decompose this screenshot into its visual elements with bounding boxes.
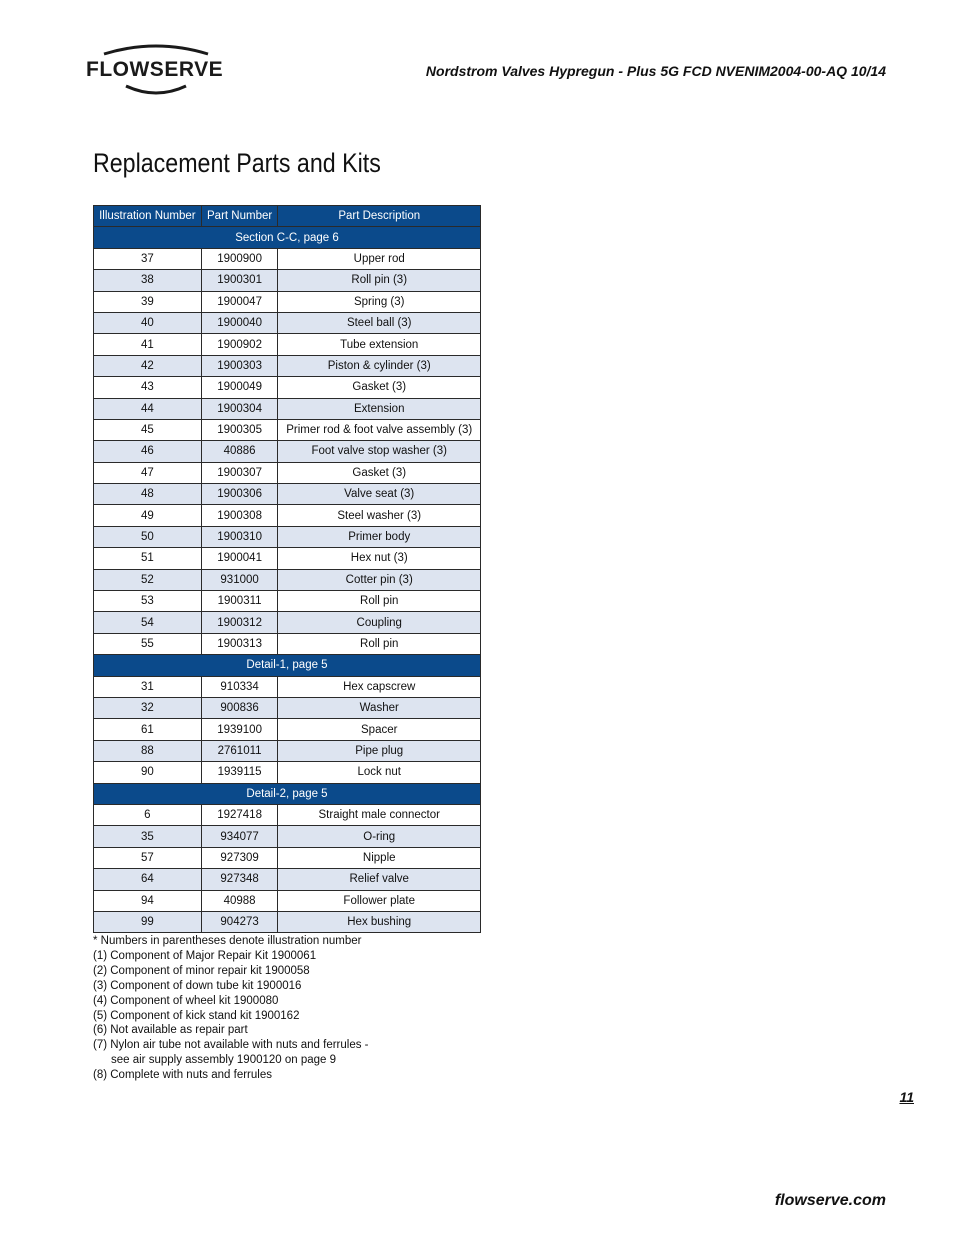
footnote-line: (7) Nylon air tube not available with nuts and ferrules -	[93, 1039, 369, 1052]
illustration-number-cell: 54	[94, 612, 202, 633]
table-row	[94, 462, 481, 483]
table-row	[94, 569, 481, 590]
table-row	[94, 548, 481, 569]
footnote-line: (2) Component of minor repair kit 1900058	[93, 964, 310, 977]
illustration-number-cell: 6	[94, 804, 202, 825]
part-description-cell: Piston & cylinder (3)	[278, 355, 481, 376]
part-description-cell: Extension	[278, 398, 481, 419]
illustration-number-cell: 99	[94, 911, 202, 932]
table-row	[94, 334, 481, 355]
part-number-cell: 40988	[201, 890, 278, 911]
part-number-cell: 1900305	[201, 419, 278, 440]
part-number-cell: 931000	[201, 569, 278, 590]
part-description-cell: Roll pin (3)	[278, 270, 481, 291]
part-description-cell: Spacer	[278, 719, 481, 740]
part-description-cell: Washer	[278, 697, 481, 718]
part-number-cell: 1900313	[201, 633, 278, 654]
logo-wordmark: FLOWSERVE	[86, 58, 224, 81]
table-row	[94, 911, 481, 932]
part-number-cell: 1900304	[201, 398, 278, 419]
part-number-cell: 1900312	[201, 612, 278, 633]
part-description-cell: Pipe plug	[278, 740, 481, 761]
part-description-cell: Valve seat (3)	[278, 484, 481, 505]
section-title: Detail-2, page 5	[94, 783, 481, 804]
illustration-number-cell: 45	[94, 419, 202, 440]
illustration-number-cell: 40	[94, 312, 202, 333]
part-number-cell: 1939100	[201, 719, 278, 740]
table-row	[94, 484, 481, 505]
part-description-cell: Straight male connector	[278, 804, 481, 825]
footnote-line: (5) Component of kick stand kit 1900162	[93, 1009, 300, 1022]
footnote-line: see air supply assembly 1900120 on page 9	[111, 1054, 337, 1067]
part-number-cell: 927348	[201, 869, 278, 890]
table-row	[94, 762, 481, 783]
column-header: Part Description	[278, 206, 481, 227]
part-number-cell: 40886	[201, 441, 278, 462]
table-row	[94, 248, 481, 269]
illustration-number-cell: 49	[94, 505, 202, 526]
part-description-cell: Lock nut	[278, 762, 481, 783]
table-row	[94, 270, 481, 291]
part-description-cell: Tube extension	[278, 334, 481, 355]
footnotes	[93, 934, 369, 1083]
table-row	[94, 441, 481, 462]
table-row	[94, 377, 481, 398]
table-row	[94, 291, 481, 312]
illustration-number-cell: 94	[94, 890, 202, 911]
part-number-cell: 1900310	[201, 526, 278, 547]
illustration-number-cell: 48	[94, 484, 202, 505]
table-row	[94, 505, 481, 526]
table-row	[94, 697, 481, 718]
part-description-cell: Gasket (3)	[278, 377, 481, 398]
footnote-line: (4) Component of wheel kit 1900080	[93, 994, 279, 1007]
table-row	[94, 826, 481, 847]
part-description-cell: Spring (3)	[278, 291, 481, 312]
part-number-cell: 1900308	[201, 505, 278, 526]
page-number: 11	[899, 1089, 914, 1105]
part-number-cell: 1900301	[201, 270, 278, 291]
part-number-cell: 1900303	[201, 355, 278, 376]
illustration-number-cell: 42	[94, 355, 202, 376]
illustration-number-cell: 90	[94, 762, 202, 783]
part-description-cell: O-ring	[278, 826, 481, 847]
document-header-title: Nordstrom Valves Hypregun - Plus 5G FCD NVENIM2004-00-AQ 10/14	[425, 63, 886, 79]
part-number-cell: 1939115	[201, 762, 278, 783]
illustration-number-cell: 53	[94, 591, 202, 612]
part-description-cell: Follower plate	[278, 890, 481, 911]
parts-table	[93, 205, 481, 933]
footnote-line: (6) Not available as repair part	[93, 1024, 248, 1037]
table-row	[94, 419, 481, 440]
part-number-cell: 1900041	[201, 548, 278, 569]
table-row	[94, 719, 481, 740]
table-row	[94, 398, 481, 419]
illustration-number-cell: 35	[94, 826, 202, 847]
part-description-cell: Primer rod & foot valve assembly (3)	[278, 419, 481, 440]
footnote-line: * Numbers in parentheses denote illustration number	[93, 935, 362, 947]
part-number-cell: 910334	[201, 676, 278, 697]
illustration-number-cell: 44	[94, 398, 202, 419]
table-row	[94, 312, 481, 333]
parts-table-body	[94, 227, 481, 933]
part-description-cell: Foot valve stop washer (3)	[278, 441, 481, 462]
illustration-number-cell: 88	[94, 740, 202, 761]
table-header-row	[94, 206, 481, 227]
part-number-cell: 2761011	[201, 740, 278, 761]
part-description-cell: Steel washer (3)	[278, 505, 481, 526]
table-row	[94, 740, 481, 761]
illustration-number-cell: 39	[94, 291, 202, 312]
illustration-number-cell: 31	[94, 676, 202, 697]
table-row	[94, 633, 481, 654]
part-number-cell: 1900900	[201, 248, 278, 269]
table-row	[94, 869, 481, 890]
part-description-cell: Hex nut (3)	[278, 548, 481, 569]
column-header: Illustration Number	[94, 206, 202, 227]
page-title: Replacement Parts and Kits	[93, 148, 381, 178]
illustration-number-cell: 32	[94, 697, 202, 718]
illustration-number-cell: 52	[94, 569, 202, 590]
part-number-cell: 904273	[201, 911, 278, 932]
part-number-cell: 927309	[201, 847, 278, 868]
part-number-cell: 1900311	[201, 591, 278, 612]
section-row	[94, 227, 481, 248]
illustration-number-cell: 57	[94, 847, 202, 868]
illustration-number-cell: 47	[94, 462, 202, 483]
illustration-number-cell: 64	[94, 869, 202, 890]
part-number-cell: 1900306	[201, 484, 278, 505]
flowserve-logo	[86, 42, 226, 96]
illustration-number-cell: 43	[94, 377, 202, 398]
table-row	[94, 591, 481, 612]
part-number-cell: 900836	[201, 697, 278, 718]
part-description-cell: Upper rod	[278, 248, 481, 269]
part-description-cell: Cotter pin (3)	[278, 569, 481, 590]
section-title: Section C-C, page 6	[94, 227, 481, 248]
part-number-cell: 1900902	[201, 334, 278, 355]
illustration-number-cell: 46	[94, 441, 202, 462]
table-row	[94, 355, 481, 376]
part-number-cell: 1900040	[201, 312, 278, 333]
table-row	[94, 847, 481, 868]
footnote-line: (1) Component of Major Repair Kit 1900061	[93, 949, 317, 962]
part-description-cell: Nipple	[278, 847, 481, 868]
table-row	[94, 890, 481, 911]
table-row	[94, 804, 481, 825]
section-row	[94, 655, 481, 676]
part-description-cell: Relief valve	[278, 869, 481, 890]
illustration-number-cell: 50	[94, 526, 202, 547]
table-row	[94, 676, 481, 697]
illustration-number-cell: 41	[94, 334, 202, 355]
part-number-cell: 1900049	[201, 377, 278, 398]
part-description-cell: Steel ball (3)	[278, 312, 481, 333]
part-number-cell: 1900047	[201, 291, 278, 312]
illustration-number-cell: 55	[94, 633, 202, 654]
footnote-line: (3) Component of down tube kit 1900016	[93, 979, 302, 992]
part-description-cell: Primer body	[278, 526, 481, 547]
part-description-cell: Roll pin	[278, 591, 481, 612]
column-header: Part Number	[201, 206, 278, 227]
section-title: Detail-1, page 5	[94, 655, 481, 676]
part-number-cell: 934077	[201, 826, 278, 847]
part-description-cell: Coupling	[278, 612, 481, 633]
website-link[interactable]: flowserve.com	[774, 1192, 886, 1209]
table-row	[94, 612, 481, 633]
illustration-number-cell: 61	[94, 719, 202, 740]
illustration-number-cell: 38	[94, 270, 202, 291]
table-row	[94, 526, 481, 547]
illustration-number-cell: 51	[94, 548, 202, 569]
part-description-cell: Gasket (3)	[278, 462, 481, 483]
part-description-cell: Roll pin	[278, 633, 481, 654]
part-description-cell: Hex capscrew	[278, 676, 481, 697]
part-number-cell: 1900307	[201, 462, 278, 483]
illustration-number-cell: 37	[94, 248, 202, 269]
part-description-cell: Hex bushing	[278, 911, 481, 932]
part-number-cell: 1927418	[201, 804, 278, 825]
section-row	[94, 783, 481, 804]
footnote-line: (8) Complete with nuts and ferrules	[93, 1069, 272, 1082]
